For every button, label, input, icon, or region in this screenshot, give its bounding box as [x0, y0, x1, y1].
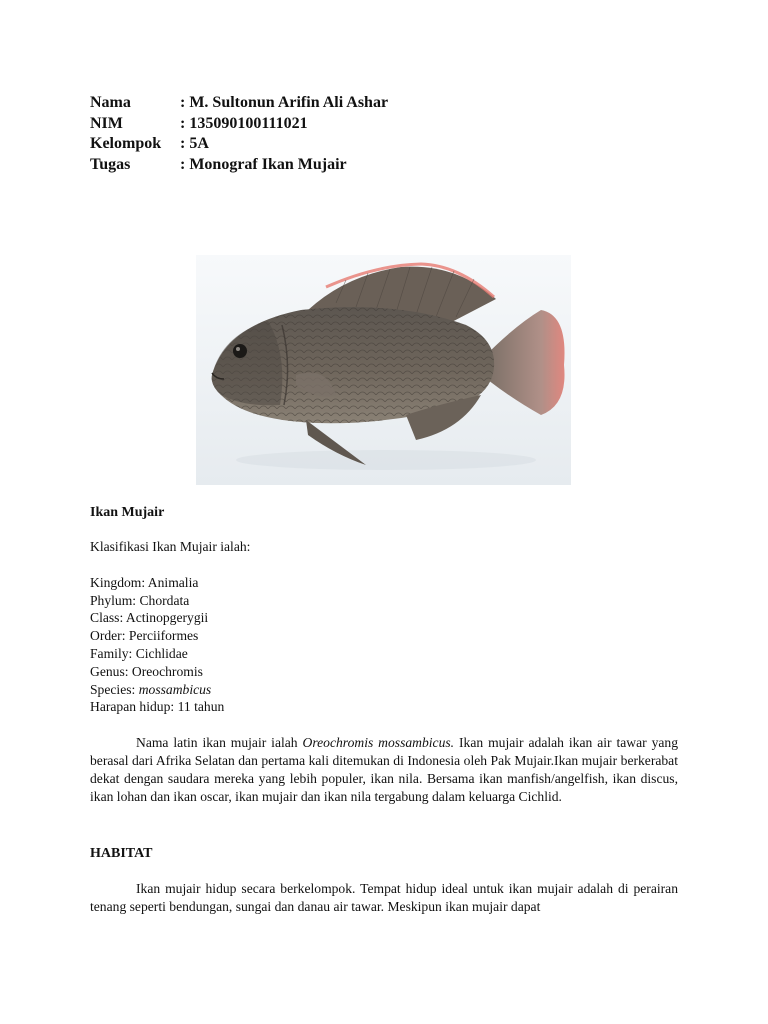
list-item	[90, 574, 678, 592]
paragraph-text: Nama latin ikan mujair ialah	[136, 735, 303, 751]
classification-value: 11 tahun	[177, 699, 225, 715]
header-label: Tugas	[90, 155, 131, 173]
fish-photo	[196, 255, 571, 485]
classification-label: Harapan hidup:	[90, 699, 175, 715]
classification-list	[90, 574, 678, 716]
classification-value: Cichlidae	[135, 645, 188, 661]
habitat-paragraph: Ikan mujair hidup secara berkelompok. Tempat hidup ideal untuk ikan mujair adalah di perairan tenang seperti bendungan, sungai dan danau air tawar. Meskipun ikan mujair dapat	[90, 881, 678, 914]
header-value: : M. Sultonun Arifin Ali Ashar	[180, 94, 389, 111]
classification-value: Animalia	[147, 574, 199, 590]
classification-value: Actinopgerygii	[125, 610, 209, 626]
header-row-nama	[90, 93, 388, 114]
description-paragraph	[90, 734, 678, 805]
header-label: Kelompok	[90, 135, 162, 152]
classification-value: Oreochromis	[131, 663, 203, 679]
classification-label: Species:	[90, 681, 136, 697]
classification-label: Kingdom:	[90, 574, 146, 590]
list-item	[90, 645, 678, 663]
latin-name: Oreochromis mossambicus.	[302, 735, 455, 751]
list-item	[90, 592, 678, 610]
section-title: HABITAT	[90, 846, 153, 861]
section-ikan-mujair	[90, 505, 678, 805]
header-row-tugas	[90, 155, 388, 176]
paragraph-text: Ikan mujair adalah ikan air tawar yang berasal dari Afrika Selatan dan pertama kali ditemukan di Indonesia oleh Pak Mujair.Ikan mujair berkerabat dekat dengan saudara mereka yang lebih populer, ikan nila. Bersama ikan manfish/angelfish, ikan discus, ikan lohan dan ikan oscar, ikan mujair dan ikan nila tergabung dalam keluarga Cichlid.	[90, 735, 678, 804]
header-label: NIM	[90, 114, 123, 132]
classification-label: Order:	[90, 628, 126, 644]
section-title: Ikan Mujair	[90, 505, 165, 520]
classification-intro: Klasifikasi Ikan Mujair ialah:	[90, 539, 251, 554]
header-label: Nama	[90, 94, 131, 111]
header-value: : Monograf Ikan Mujair	[180, 155, 347, 173]
header-info	[90, 93, 388, 175]
classification-label: Genus:	[90, 663, 129, 679]
header-row-nim	[90, 114, 388, 135]
classification-value: Perciiformes	[128, 628, 199, 644]
list-item	[90, 681, 678, 699]
classification-value: mossambicus	[138, 681, 212, 697]
classification-label: Phylum:	[90, 592, 137, 608]
list-item	[90, 609, 678, 627]
list-item	[90, 627, 678, 645]
list-item	[90, 698, 678, 716]
section-habitat	[90, 846, 678, 916]
classification-label: Family:	[90, 645, 133, 661]
classification-value: Chordata	[139, 592, 190, 608]
list-item	[90, 663, 678, 681]
header-row-kelompok	[90, 134, 388, 155]
header-value: : 135090100111021	[180, 114, 308, 132]
classification-label: Class:	[90, 610, 124, 626]
header-value: : 5A	[180, 135, 209, 152]
